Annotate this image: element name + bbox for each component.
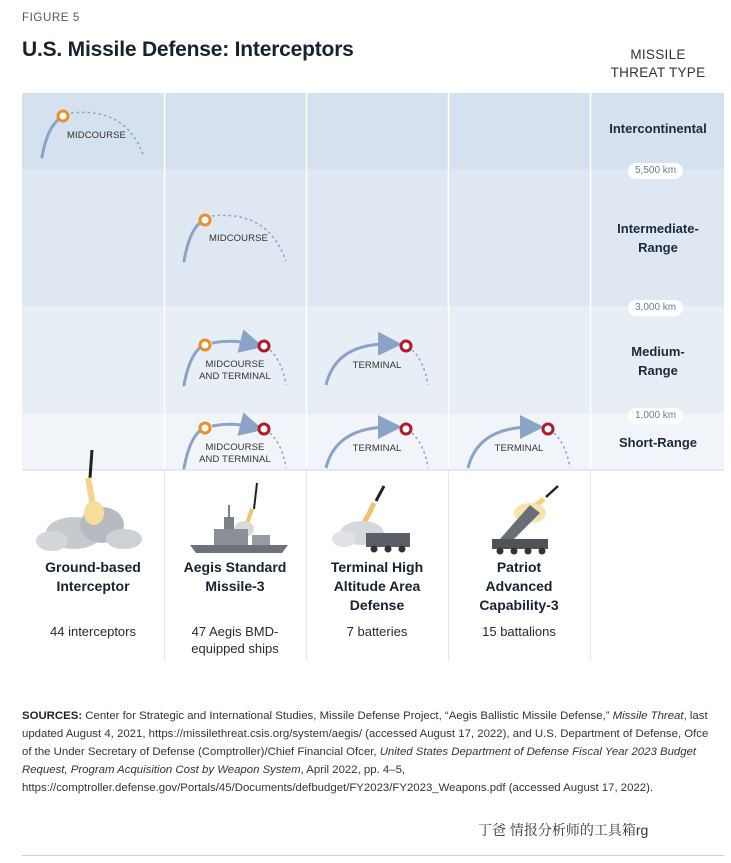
terminal-marker	[259, 424, 269, 434]
sources-text-3: , April 2022, pp. 4–5, https://comptroller.defense.gov/Portals/45/Documents/defbudget/FY2023/FY2023_Weapons.pdf (accessed August 17, 2022).	[22, 764, 654, 794]
arc-label-midcourse-terminal-1: MIDCOURSE	[205, 442, 265, 453]
system-count-patriot: 15 battalions	[482, 624, 556, 639]
terminal-marker	[401, 424, 411, 434]
arc-label-terminal: TERMINAL	[352, 360, 402, 371]
system-name-aegis: Aegis Standard Missile-3	[183, 559, 287, 594]
sources-note	[22, 707, 712, 797]
system-count-thaad: 7 batteries	[346, 624, 408, 639]
sources-label: SOURCES:	[22, 710, 83, 722]
midcourse-marker	[200, 215, 210, 225]
arc-label-midcourse: MIDCOURSE	[67, 130, 126, 141]
arc-label-midcourse: MIDCOURSE	[209, 233, 268, 244]
watermark: 丁爸 情报分析师的工具箱rg	[478, 822, 649, 838]
interceptor-grid	[22, 93, 724, 661]
range-label-intercontinental: Intercontinental	[609, 121, 707, 136]
system-name-thaad: Terminal High Altitude Area Defense	[330, 559, 424, 613]
sources-text-1: Center for Strategic and International Studies, Missile Defense Project, “Aegis Ballistic Missile Defense,”	[82, 710, 613, 722]
sources-italic-2: United States Department of Defense Fiscal Year 2023 Budget Request, Program Acquisition Cost by Weapon System	[22, 746, 697, 776]
terminal-marker	[259, 341, 269, 351]
arc-label-terminal: TERMINAL	[352, 443, 402, 454]
system-count-gbi: 44 interceptors	[50, 624, 136, 639]
threat-type-header: MISSILE THREAT TYPE	[610, 47, 706, 80]
system-count-aegis: 47 Aegis BMD- equipped ships	[191, 624, 279, 656]
patriot-illustration	[492, 486, 558, 555]
range-label-intermediate: Intermediate- Range	[617, 221, 699, 255]
range-label-medium: Medium- Range	[631, 344, 685, 378]
figure-label: FIGURE 5	[22, 12, 80, 24]
bottom-divider	[22, 855, 724, 856]
midcourse-marker	[200, 340, 210, 350]
sources-text-2: , last updated August 4, 2021, https://missilethreat.csis.org/system/aegis/ (accessed August 17, 2022), and U.S. Department of Defense, Ofce of the Under Secretary of Defense (Comptroller)/Chief Financial Ofcer,	[22, 710, 709, 758]
threshold-badge-3000: 3,000 km	[628, 300, 683, 316]
arc-label-midcourse-terminal-2: AND TERMINAL	[199, 454, 271, 465]
arc-label-midcourse-terminal-2: AND TERMINAL	[199, 371, 271, 382]
arc-label-midcourse-terminal-1: MIDCOURSE	[205, 359, 265, 370]
midcourse-marker	[200, 423, 210, 433]
threshold-badge-5500: 5,500 km	[628, 163, 683, 179]
terminal-marker	[401, 341, 411, 351]
range-label-short: Short-Range	[619, 435, 697, 450]
aegis-ship-illustration	[190, 483, 288, 553]
page-title: U.S. Missile Defense: Interceptors	[22, 38, 354, 61]
arc-label-terminal: TERMINAL	[494, 443, 544, 454]
system-name-gbi: Ground-based Interceptor	[45, 559, 141, 594]
terminal-marker	[543, 424, 553, 434]
thaad-illustration	[332, 486, 410, 553]
midcourse-marker	[58, 111, 68, 121]
system-name-patriot: Patriot Advanced Capability-3	[479, 559, 559, 613]
sources-italic-1: Missile Threat	[612, 710, 684, 722]
threshold-badge-1000: 1,000 km	[628, 408, 683, 424]
